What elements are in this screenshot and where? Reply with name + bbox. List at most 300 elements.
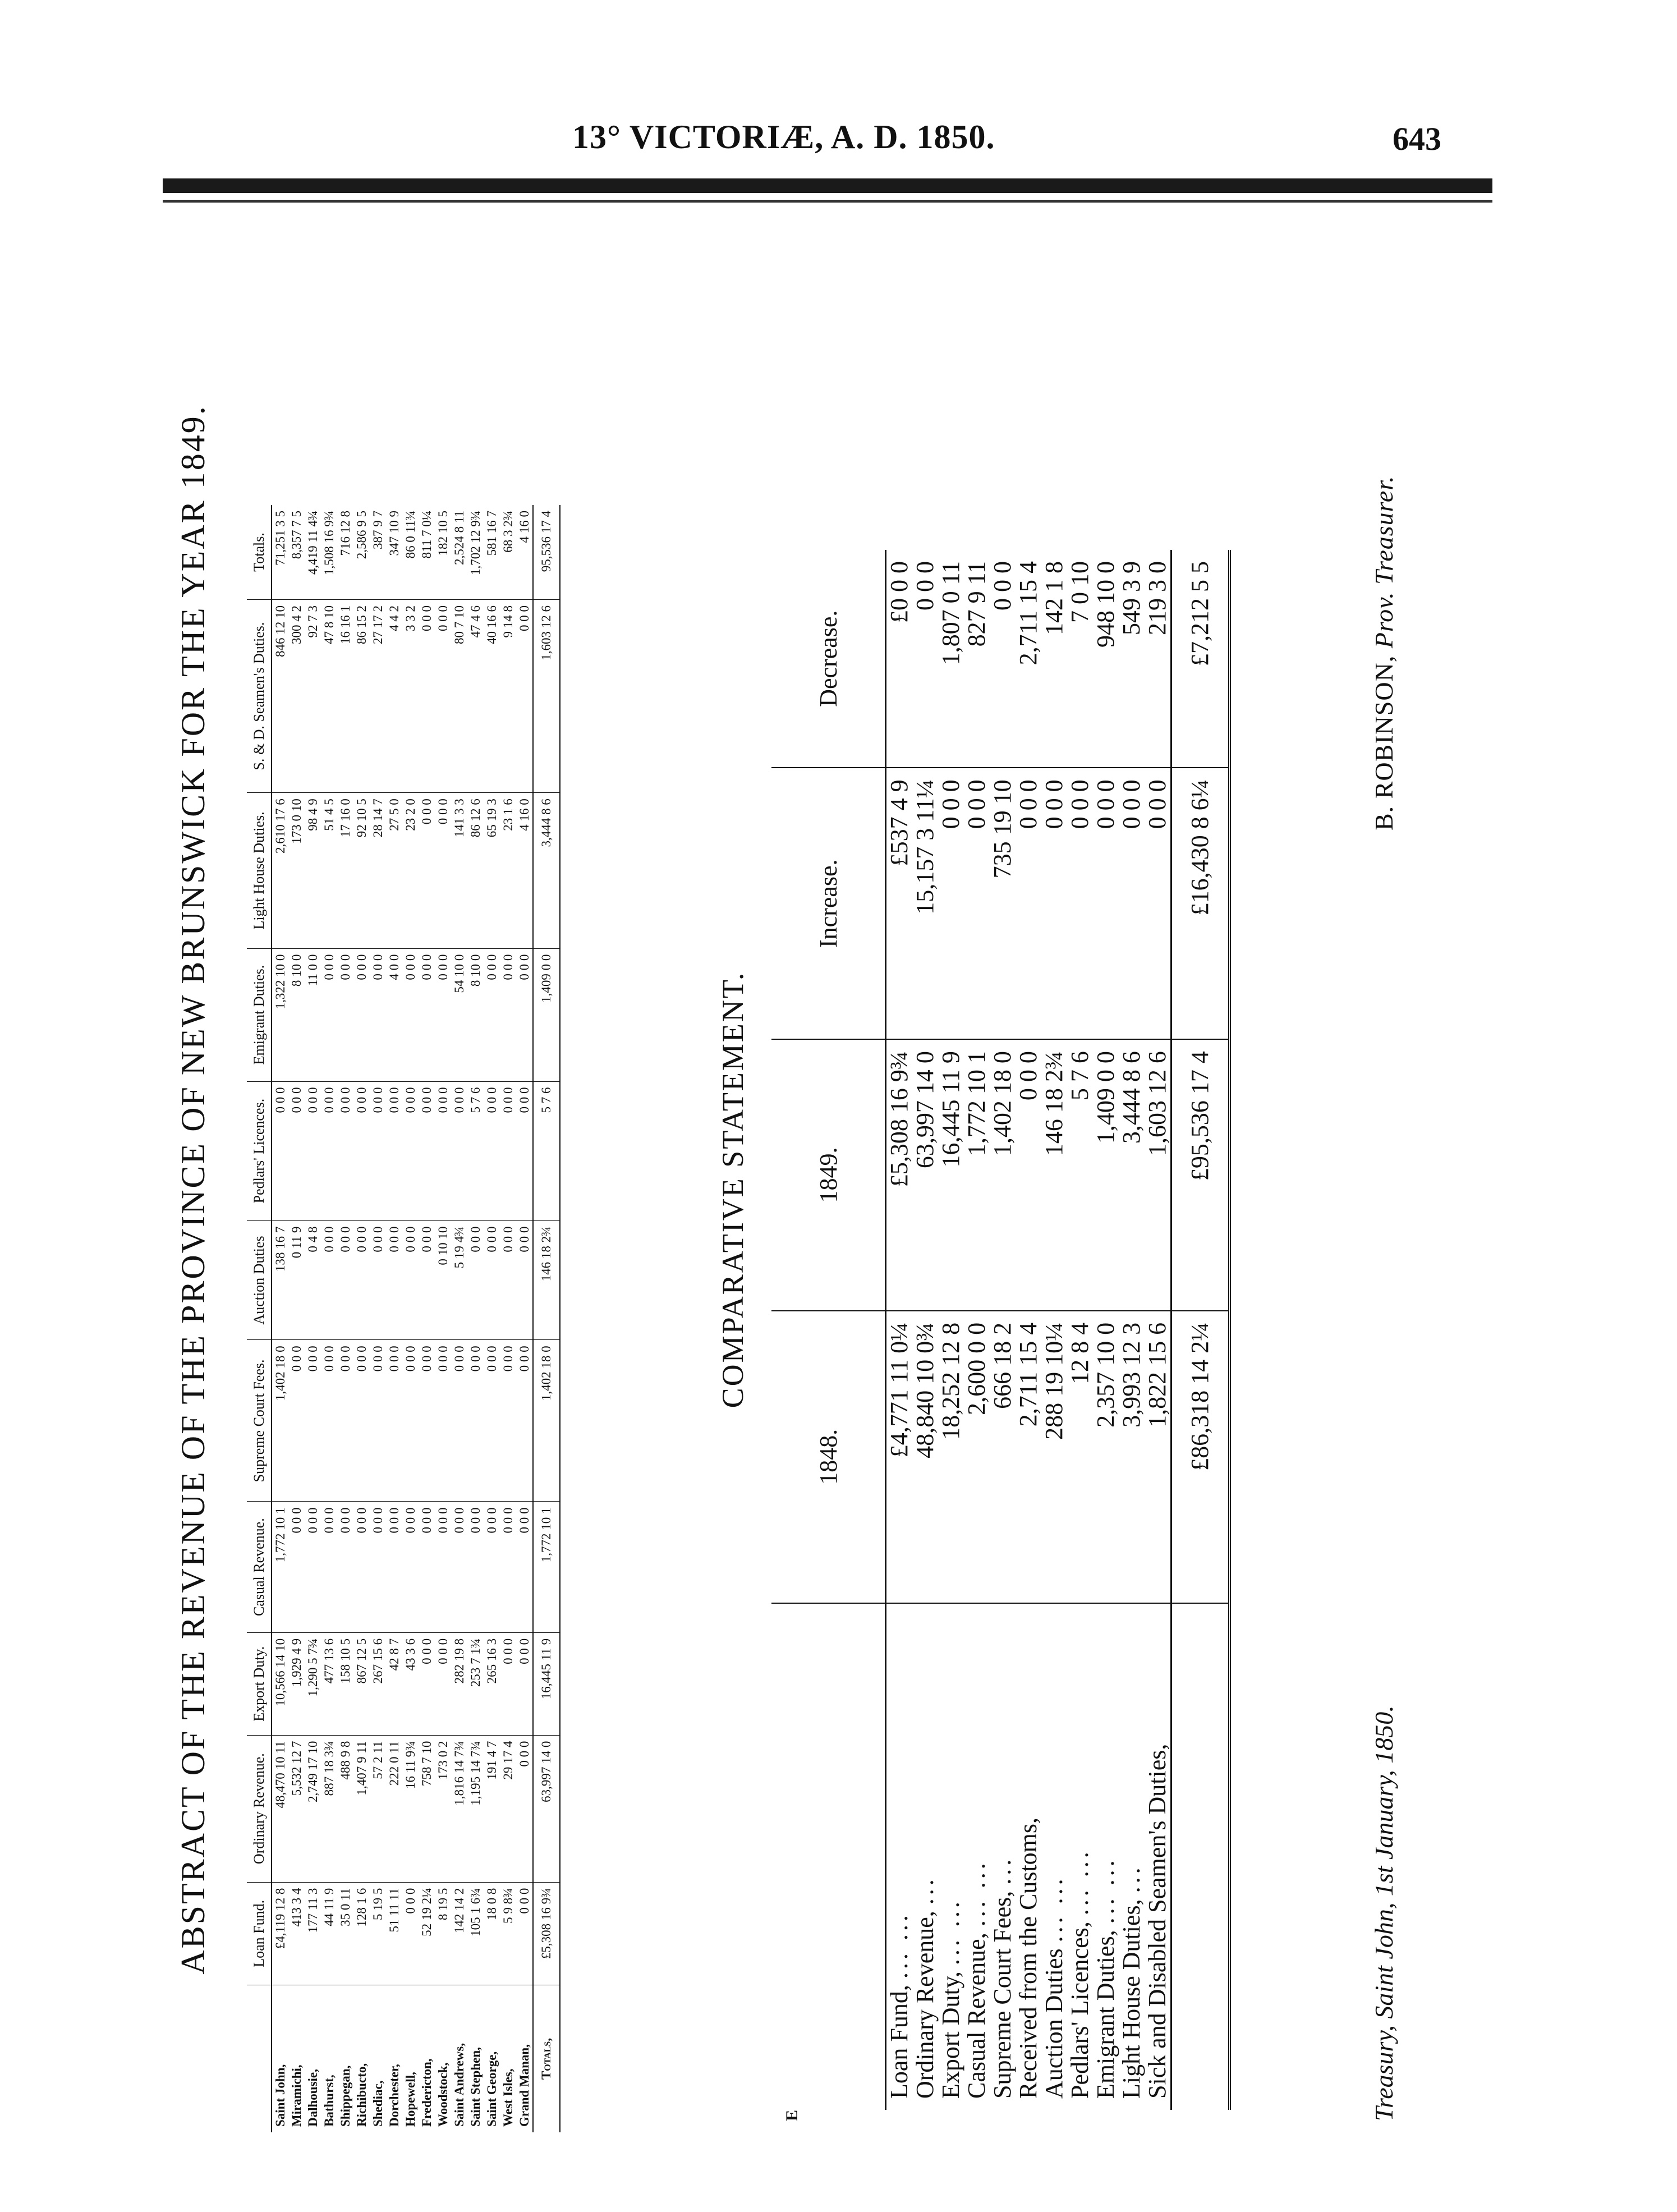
totals-row <box>533 505 560 2132</box>
cell-export-duty: 43 3 6 <box>402 1632 419 1735</box>
cell-emigrant-duties: 0 0 0 <box>370 948 386 1081</box>
comparative-totals-blank <box>1171 1603 1230 2110</box>
cell-supreme-court-fees: 0 0 0 <box>435 1340 451 1502</box>
comparative-header-1849: 1849. <box>771 1039 886 1311</box>
header-rule-thin <box>163 200 1492 203</box>
cell-export-duty: 10,566 14 10 <box>272 1632 288 1735</box>
cell-seamens-duties: 0 0 0 <box>419 599 435 792</box>
cell-increase: 0 0 0 <box>1119 768 1145 1039</box>
cell-export-duty: 0 0 0 <box>516 1632 533 1735</box>
table-row <box>516 505 533 2132</box>
table-row <box>370 505 386 2132</box>
cell-pedlars-licences: 0 0 0 <box>353 1081 370 1220</box>
table-row <box>435 505 451 2132</box>
comparative-header-decrease: Decrease. <box>771 550 886 768</box>
cell-emigrant-duties: 0 0 0 <box>484 948 500 1081</box>
cell-casual-revenue: 0 0 0 <box>288 1502 305 1632</box>
cell-supreme-court-fees: 0 0 0 <box>288 1340 305 1502</box>
cell-loan-fund: 177 11 3 <box>305 1882 321 1985</box>
table-row <box>500 505 516 2132</box>
cell-auction-duties: 0 0 0 <box>402 1220 419 1340</box>
cell-1849: 63,997 14 0 <box>912 1039 938 1311</box>
row-place: Hopewell, <box>403 2072 418 2127</box>
signature-name: B. ROBINSON, <box>1370 655 1398 830</box>
rotated-content <box>163 236 1492 2144</box>
row-place: Woodstock, <box>436 2062 451 2127</box>
cell-casual-revenue: 0 0 0 <box>484 1502 500 1632</box>
cell-1848: 2,711 15 4 <box>1016 1311 1041 1603</box>
row-place: Shippegan, <box>338 2065 353 2127</box>
cell-seamens-duties: 47 8 10 <box>321 599 337 792</box>
cell-ordinary-revenue: 1,816 14 7¾ <box>451 1735 467 1882</box>
cell-total: 716 12 8 <box>337 505 353 599</box>
cell-supreme-court-fees: 0 0 0 <box>370 1340 386 1502</box>
cell-auction-duties: 0 11 9 <box>288 1220 305 1340</box>
cell-light-house-duties: 86 12 6 <box>467 793 484 948</box>
cell-auction-duties: 138 16 7 <box>272 1220 288 1340</box>
cell-casual-revenue: 0 0 0 <box>337 1502 353 1632</box>
cell-loan-fund: 0 0 0 <box>402 1882 419 1985</box>
cell-light-house-duties: 28 14 7 <box>370 793 386 948</box>
cell-light-house-duties: 0 0 0 <box>419 793 435 948</box>
cell-loan-fund: 413 3 4 <box>288 1882 305 1985</box>
total-casual-revenue: 1,772 10 1 <box>533 1502 560 1632</box>
total-loan-fund: £5,308 16 9¾ <box>533 1882 560 1985</box>
cell-export-duty: 0 0 0 <box>419 1632 435 1735</box>
cell-supreme-court-fees: 0 0 0 <box>305 1340 321 1502</box>
cell-casual-revenue: 0 0 0 <box>353 1502 370 1632</box>
cell-increase: 0 0 0 <box>1041 768 1067 1039</box>
cell-ordinary-revenue: 1,407 9 11 <box>353 1735 370 1882</box>
cell-total: 71,251 3 5 <box>272 505 288 599</box>
cell-1848: 2,357 10 0 <box>1093 1311 1119 1603</box>
cell-1849: 3,444 8 6 <box>1119 1039 1145 1311</box>
abstract-header-light-house-duties: Light House Duties. <box>247 793 272 948</box>
cell-casual-revenue: 0 0 0 <box>305 1502 321 1632</box>
cell-seamens-duties: 0 0 0 <box>435 599 451 792</box>
cell-supreme-court-fees: 0 0 0 <box>321 1340 337 1502</box>
abstract-header-row <box>247 505 272 2132</box>
cell-casual-revenue: 0 0 0 <box>321 1502 337 1632</box>
cell-ordinary-revenue: 191 4 7 <box>484 1735 500 1882</box>
cell-pedlars-licences: 0 0 0 <box>370 1081 386 1220</box>
table-row <box>484 505 500 2132</box>
cell-increase: £537 4 9 <box>886 768 913 1039</box>
signature <box>1369 475 1399 830</box>
cell-decrease: 142 1 8 <box>1041 550 1067 768</box>
comparative-row-label <box>1119 1603 1145 2110</box>
cell-export-duty: 253 7 1¾ <box>467 1632 484 1735</box>
cell-pedlars-licences: 0 0 0 <box>402 1081 419 1220</box>
cell-pedlars-licences: 0 0 0 <box>305 1081 321 1220</box>
comparative-header-increase: Increase. <box>771 768 886 1039</box>
cell-loan-fund: 128 1 6 <box>353 1882 370 1985</box>
cell-export-duty: 867 12 5 <box>353 1632 370 1735</box>
table-row <box>467 505 484 2132</box>
cell-1849: 5 7 6 <box>1067 1039 1093 1311</box>
comparative-row-label <box>1016 1603 1041 2110</box>
cell-export-duty: 0 0 0 <box>500 1632 516 1735</box>
cell-export-duty: 42 8 7 <box>386 1632 402 1735</box>
cell-pedlars-licences: 5 7 6 <box>467 1081 484 1220</box>
cell-ordinary-revenue: 0 0 0 <box>516 1735 533 1882</box>
cell-increase: 0 0 0 <box>1016 768 1041 1039</box>
cell-loan-fund: 18 0 8 <box>484 1882 500 1985</box>
table-row <box>1145 550 1171 2110</box>
cell-seamens-duties: 3 3 2 <box>402 599 419 792</box>
dot-leader: ... <box>989 1856 1016 1885</box>
dot-leader: ... <box>1118 1864 1145 1893</box>
abstract-header-ordinary-revenue: Ordinary Revenue. <box>247 1735 272 1882</box>
comparative-row-label <box>912 1603 938 2110</box>
dot-leader: ... ... <box>885 1912 913 1979</box>
cell-decrease: 549 3 9 <box>1119 550 1145 768</box>
cell-export-duty: 0 0 0 <box>435 1632 451 1735</box>
row-place: Bathurst, <box>322 2075 337 2127</box>
cell-decrease: 948 10 0 <box>1093 550 1119 768</box>
item-label: Casual Revenue, <box>963 1933 990 2099</box>
table-row <box>1119 550 1145 2110</box>
cell-auction-duties: 0 0 0 <box>516 1220 533 1340</box>
row-place: Shediac, <box>371 2080 385 2127</box>
cell-emigrant-duties: 8 10 0 <box>467 948 484 1081</box>
total-pedlars-licences: 5 7 6 <box>533 1081 560 1220</box>
cell-loan-fund: 52 19 2¼ <box>419 1882 435 1985</box>
grand-total: 95,536 17 4 <box>533 505 560 599</box>
cell-auction-duties: 5 19 4¾ <box>451 1220 467 1340</box>
cell-light-house-duties: 65 19 3 <box>484 793 500 948</box>
cell-total: 2,586 9 5 <box>353 505 370 599</box>
cell-light-house-duties: 0 0 0 <box>435 793 451 948</box>
table-row <box>272 505 288 2132</box>
cell-seamens-duties: 92 7 3 <box>305 599 321 792</box>
cell-casual-revenue: 1,772 10 1 <box>272 1502 288 1632</box>
cell-emigrant-duties: 0 0 0 <box>516 948 533 1081</box>
table-row <box>1093 550 1119 2110</box>
cell-1849: 1,409 0 0 <box>1093 1039 1119 1311</box>
cell-light-house-duties: 23 1 6 <box>500 793 516 948</box>
cell-total: 4,419 11 4¾ <box>305 505 321 599</box>
cell-seamens-duties: 80 7 10 <box>451 599 467 792</box>
cell-increase: 0 0 0 <box>1067 768 1093 1039</box>
cell-1848: 288 19 10¼ <box>1041 1311 1067 1603</box>
cell-light-house-duties: 17 16 0 <box>337 793 353 948</box>
abstract-header-auction-duties: Auction Duties <box>247 1220 272 1340</box>
dot-leader: ... ... <box>1066 1848 1094 1916</box>
total-supreme-court-fees: 1,402 18 0 <box>533 1340 560 1502</box>
cell-seamens-duties: 86 15 2 <box>353 599 370 792</box>
total-auction-duties: 146 18 2¾ <box>533 1220 560 1340</box>
cell-loan-fund: 105 1 6¾ <box>467 1882 484 1985</box>
cell-auction-duties: 0 0 0 <box>467 1220 484 1340</box>
cell-total: 387 9 7 <box>370 505 386 599</box>
cell-1848: £4,771 11 0¼ <box>886 1311 913 1603</box>
cell-auction-duties: 0 0 0 <box>321 1220 337 1340</box>
comparative-table <box>771 550 1231 2110</box>
cell-light-house-duties: 27 5 0 <box>386 793 402 948</box>
cell-light-house-duties: 92 10 5 <box>353 793 370 948</box>
cell-decrease: 7 0 10 <box>1067 550 1093 768</box>
item-label: Sick and Disabled Seamen's Duties, <box>1143 1743 1171 2099</box>
cell-auction-duties: 0 0 0 <box>500 1220 516 1340</box>
session-title: 13° VICTORIÆ, A. D. 1850. <box>572 118 995 155</box>
table-row <box>305 505 321 2132</box>
cell-seamens-duties: 846 12 10 <box>272 599 288 792</box>
cell-decrease: 219 3 0 <box>1145 550 1171 768</box>
row-place: Saint George, <box>485 2051 499 2127</box>
cell-export-duty: 282 19 8 <box>451 1632 467 1735</box>
cell-ordinary-revenue: 173 0 2 <box>435 1735 451 1882</box>
dot-leader: ... ... <box>1040 1875 1068 1943</box>
cell-ordinary-revenue: 887 18 3¾ <box>321 1735 337 1882</box>
cell-1848: 12 8 4 <box>1067 1311 1093 1603</box>
cell-pedlars-licences: 0 0 0 <box>386 1081 402 1220</box>
cell-total: 182 10 5 <box>435 505 451 599</box>
cell-pedlars-licences: 0 0 0 <box>516 1081 533 1220</box>
total-light-house-duties: 3,444 8 6 <box>533 793 560 948</box>
abstract-header-emigrant-duties: Emigrant Duties. <box>247 948 272 1081</box>
cell-emigrant-duties: 0 0 0 <box>402 948 419 1081</box>
cell-emigrant-duties: 0 0 0 <box>337 948 353 1081</box>
cell-total: 86 0 11¾ <box>402 505 419 599</box>
item-label: Supreme Court Fees, <box>989 1890 1016 2099</box>
cell-emigrant-duties: 0 0 0 <box>419 948 435 1081</box>
cell-seamens-duties: 47 4 6 <box>467 599 484 792</box>
abstract-header-loan-fund: Loan Fund. <box>247 1882 272 1985</box>
cell-light-house-duties: 2,610 17 6 <box>272 793 288 948</box>
dot-leader: ... ... <box>963 1860 990 1927</box>
cell-increase: 735 19 10 <box>990 768 1016 1039</box>
total-emigrant-duties: 1,409 0 0 <box>533 948 560 1081</box>
cell-auction-duties: 0 0 0 <box>370 1220 386 1340</box>
cell-casual-revenue: 0 0 0 <box>386 1502 402 1632</box>
cell-seamens-duties: 16 16 1 <box>337 599 353 792</box>
cell-1849: 0 0 0 <box>1016 1039 1041 1311</box>
row-place: Richibucto, <box>355 2063 369 2127</box>
cell-total: 1,508 16 9¾ <box>321 505 337 599</box>
item-label: Light House Duties, <box>1118 1899 1145 2099</box>
cell-supreme-court-fees: 0 0 0 <box>402 1340 419 1502</box>
cell-increase: 0 0 0 <box>964 768 990 1039</box>
table-row <box>337 505 353 2132</box>
cell-decrease: 1,807 0 11 <box>938 550 964 768</box>
cell-emigrant-duties: 8 10 0 <box>288 948 305 1081</box>
cell-seamens-duties: 0 0 0 <box>516 599 533 792</box>
item-label: Auction Duties <box>1040 1948 1068 2099</box>
cell-1849: 146 18 2¾ <box>1041 1039 1067 1311</box>
row-place: Saint Andrews, <box>452 2043 467 2127</box>
revenue-abstract-table <box>247 505 560 2132</box>
cell-pedlars-licences: 0 0 0 <box>500 1081 516 1220</box>
cell-light-house-duties: 173 0 10 <box>288 793 305 948</box>
cell-emigrant-duties: 0 0 0 <box>321 948 337 1081</box>
abstract-header-seamens-duties: S. & D. Seamen's Duties. <box>247 599 272 792</box>
cell-auction-duties: 0 0 0 <box>353 1220 370 1340</box>
cell-light-house-duties: 141 3 3 <box>451 793 467 948</box>
cell-pedlars-licences: 0 0 0 <box>272 1081 288 1220</box>
cell-export-duty: 265 16 3 <box>484 1632 500 1735</box>
cell-casual-revenue: 0 0 0 <box>500 1502 516 1632</box>
cell-auction-duties: 0 10 10 <box>435 1220 451 1340</box>
dot-leader: ... ... <box>1092 1857 1119 1924</box>
cell-casual-revenue: 0 0 0 <box>467 1502 484 1632</box>
header-rule <box>163 178 1492 193</box>
cell-loan-fund: 35 0 11 <box>337 1882 353 1985</box>
cell-emigrant-duties: 54 10 0 <box>451 948 467 1081</box>
cell-ordinary-revenue: 57 2 11 <box>370 1735 386 1882</box>
cell-total: 347 10 9 <box>386 505 402 599</box>
table-row <box>1067 550 1093 2110</box>
cell-decrease: £0 0 0 <box>886 550 913 768</box>
dot-leader: ... <box>911 1876 939 1905</box>
table-row <box>1041 550 1067 2110</box>
abstract-header-casual-revenue: Casual Revenue. <box>247 1502 272 1632</box>
cell-increase: 0 0 0 <box>938 768 964 1039</box>
cell-casual-revenue: 0 0 0 <box>451 1502 467 1632</box>
cell-1848: 1,822 15 6 <box>1145 1311 1171 1603</box>
cell-increase: 0 0 0 <box>1145 768 1171 1039</box>
cell-1849: 1,402 18 0 <box>990 1039 1016 1311</box>
cell-casual-revenue: 0 0 0 <box>370 1502 386 1632</box>
cell-increase: 0 0 0 <box>1093 768 1119 1039</box>
cell-ordinary-revenue: 29 17 4 <box>500 1735 516 1882</box>
comparative-row-label <box>1093 1603 1119 2110</box>
cell-loan-fund: 5 9 8¾ <box>500 1882 516 1985</box>
cell-supreme-court-fees: 0 0 0 <box>467 1340 484 1502</box>
comparative-row-label <box>886 1603 913 2110</box>
page-title: ABSTRACT OF THE REVENUE OF THE PROVINCE OF NEW BRUNSWICK FOR THE YEAR 1849. <box>174 405 212 1975</box>
cell-emigrant-duties: 0 0 0 <box>353 948 370 1081</box>
cell-ordinary-revenue: 758 7 10 <box>419 1735 435 1882</box>
table-row <box>886 550 913 2110</box>
cell-seamens-duties: 4 4 2 <box>386 599 402 792</box>
cell-ordinary-revenue: 5,532 12 7 <box>288 1735 305 1882</box>
table-row <box>990 550 1016 2110</box>
row-place: West Isles, <box>501 2068 516 2127</box>
table-row <box>288 505 305 2132</box>
cell-light-house-duties: 23 2 0 <box>402 793 419 948</box>
cell-1848: 2,600 0 0 <box>964 1311 990 1603</box>
cell-increase: 15,157 3 11¼ <box>912 768 938 1039</box>
abstract-header-totals: Totals. <box>247 505 272 599</box>
cell-decrease: 827 9 11 <box>964 550 990 768</box>
cell-casual-revenue: 0 0 0 <box>435 1502 451 1632</box>
comparative-row-label <box>1041 1603 1067 2110</box>
item-label: Loan Fund, <box>885 1985 913 2099</box>
table-row <box>386 505 402 2132</box>
row-place: Saint Stephen, <box>468 2047 483 2127</box>
cell-auction-duties: 0 0 0 <box>337 1220 353 1340</box>
total-seamens-duties: 1,603 12 6 <box>533 599 560 792</box>
cell-auction-duties: 0 0 0 <box>386 1220 402 1340</box>
cell-export-duty: 267 15 6 <box>370 1632 386 1735</box>
cell-casual-revenue: 0 0 0 <box>419 1502 435 1632</box>
cell-total: 581 16 7 <box>484 505 500 599</box>
cell-1848: 666 18 2 <box>990 1311 1016 1603</box>
cell-auction-duties: 0 0 0 <box>484 1220 500 1340</box>
cell-total: 8,357 7 5 <box>288 505 305 599</box>
cell-loan-fund: £4,119 12 8 <box>272 1882 288 1985</box>
cell-supreme-court-fees: 0 0 0 <box>451 1340 467 1502</box>
table-row <box>938 550 964 2110</box>
cell-auction-duties: 0 4 8 <box>305 1220 321 1340</box>
cell-1848: 3,993 12 3 <box>1119 1311 1145 1603</box>
cell-loan-fund: 5 19 5 <box>370 1882 386 1985</box>
cell-pedlars-licences: 0 0 0 <box>451 1081 467 1220</box>
cell-emigrant-duties: 0 0 0 <box>500 948 516 1081</box>
signature-role: Prov. Treasurer. <box>1370 475 1398 649</box>
table-row <box>451 505 467 2132</box>
table-row <box>912 550 938 2110</box>
total-ordinary-revenue: 63,997 14 0 <box>533 1735 560 1882</box>
cell-seamens-duties: 27 17 2 <box>370 599 386 792</box>
cell-supreme-court-fees: 0 0 0 <box>484 1340 500 1502</box>
comparative-header-1848: 1848. <box>771 1311 886 1603</box>
cell-ordinary-revenue: 2,749 17 10 <box>305 1735 321 1882</box>
total-decrease: £7,212 5 5 <box>1171 550 1230 768</box>
table-row <box>321 505 337 2132</box>
cell-ordinary-revenue: 1,195 14 7¾ <box>467 1735 484 1882</box>
comparative-row-label <box>990 1603 1016 2110</box>
cell-loan-fund: 8 19 5 <box>435 1882 451 1985</box>
cell-pedlars-licences: 0 0 0 <box>419 1081 435 1220</box>
comparative-header-row <box>771 550 886 2110</box>
item-label: Export Duty, <box>937 1971 964 2099</box>
comparative-row-label <box>938 1603 964 2110</box>
item-label: Pedlars' Licences, <box>1066 1921 1094 2099</box>
item-label: Emigrant Duties, <box>1092 1930 1119 2099</box>
cell-pedlars-licences: 0 0 0 <box>337 1081 353 1220</box>
comparative-row-label <box>964 1603 990 2110</box>
cell-loan-fund: 142 14 2 <box>451 1882 467 1985</box>
abstract-header-export-duty: Export Duty. <box>247 1632 272 1735</box>
page-number: 643 <box>1393 121 1441 157</box>
cell-decrease: 0 0 0 <box>990 550 1016 768</box>
cell-pedlars-licences: 0 0 0 <box>484 1081 500 1220</box>
cell-1848: 18,252 12 8 <box>938 1311 964 1603</box>
table-row <box>964 550 990 2110</box>
cell-ordinary-revenue: 488 9 8 <box>337 1735 353 1882</box>
cell-supreme-court-fees: 0 0 0 <box>337 1340 353 1502</box>
cell-light-house-duties: 4 16 0 <box>516 793 533 948</box>
comparative-row-label <box>1067 1603 1093 2110</box>
total-increase: £16,430 8 6¼ <box>1171 768 1230 1039</box>
cell-total: 2,524 8 11 <box>451 505 467 599</box>
comparative-header-item <box>771 1603 886 2110</box>
cell-1849: 1,772 10 1 <box>964 1039 990 1311</box>
running-head <box>0 118 1677 168</box>
cell-total: 4 16 0 <box>516 505 533 599</box>
cell-loan-fund: 0 0 0 <box>516 1882 533 1985</box>
total-1848: £86,318 14 2¼ <box>1171 1311 1230 1603</box>
cell-supreme-court-fees: 0 0 0 <box>419 1340 435 1502</box>
cell-light-house-duties: 98 4 9 <box>305 793 321 948</box>
cell-emigrant-duties: 11 0 0 <box>305 948 321 1081</box>
cell-seamens-duties: 9 14 8 <box>500 599 516 792</box>
abstract-header-supreme-court-fees: Supreme Court Fees. <box>247 1340 272 1502</box>
cell-decrease: 0 0 0 <box>912 550 938 768</box>
table-row <box>419 505 435 2132</box>
table-row <box>353 505 370 2132</box>
row-place: Dorchester, <box>387 2064 402 2127</box>
comparative-title: COMPARATIVE STATEMENT. <box>716 971 750 1408</box>
cell-decrease: 2,711 15 4 <box>1016 550 1041 768</box>
cell-export-duty: 477 13 6 <box>321 1632 337 1735</box>
cell-total: 811 7 0¼ <box>419 505 435 599</box>
cell-emigrant-duties: 4 0 0 <box>386 948 402 1081</box>
cell-emigrant-duties: 1,322 10 0 <box>272 948 288 1081</box>
signature-mark: E <box>783 2109 801 2121</box>
